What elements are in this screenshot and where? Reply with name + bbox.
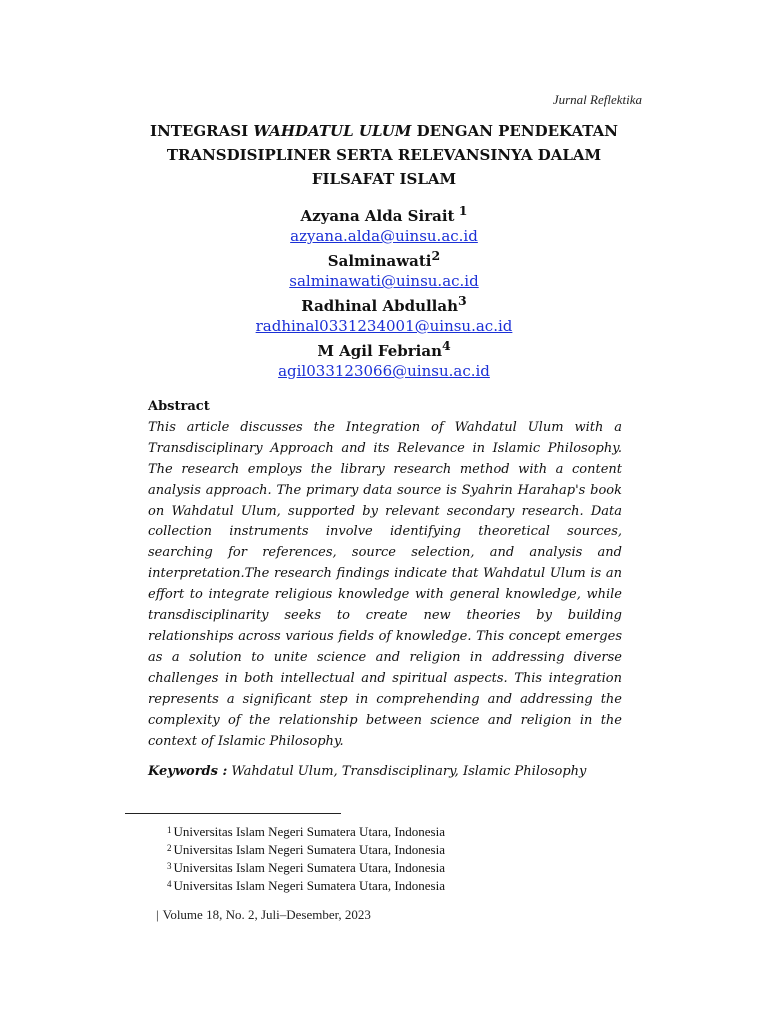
author-list [150,201,618,381]
footnote-divider [125,813,341,814]
footnote-text: Universitas Islam Negeri Sumatera Utara, Indonesia [173,842,445,857]
keywords-line [148,764,622,779]
title-part-2: WAHDATUL ULUM [253,122,412,140]
footnote-item [167,858,445,876]
title-part-1: INTEGRASI [150,122,254,140]
journal-name: Jurnal Reflektika [552,92,642,107]
footnote-item [167,840,445,858]
author-name: Azyana Alda Sirait $^1$ [300,203,468,225]
abstract-body: This article discusses the Integration of Wahdatul Ulum with a Transdisciplinary Approach and its Relevance in Islamic Philosophy. The research employs the library research method with a content analysis approach. The primary data source is Syahrin Harahap's book on Wahdatul Ulum, supported by relevant secondary research. Data collection instruments involve identifying theoretical sources, searching for references, source selection, and analysis and interpretation.The research findings indicate that Wahdatul Ulum is an effort to integrate religious knowledge with general knowledge, while transdisciplinarity seeks to create new theories by building relationships across various fields of knowledge. This concept emerges as a solution to unite science and religion in addressing diverse challenges in both intellectual and spiritual aspects. This integration represents a significant step in comprehending and addressing the complexity of the relationship between science and religion in the context of Islamic Philosophy. [148,419,622,749]
footnote-text: Universitas Islam Negeri Sumatera Utara, Indonesia [173,860,445,875]
author-email-link[interactable]: salminawati@uinsu.ac.id [289,272,479,290]
author-email-link[interactable]: agil033123066@uinsu.ac.id [278,362,490,380]
author-email-link[interactable]: azyana.alda@uinsu.ac.id [290,227,478,245]
article-title [150,119,618,191]
author-name: Salminawati$^2$ [327,248,441,270]
footnote-number: 4 [167,879,172,889]
footnote-item [167,876,445,894]
footnote-item [167,822,445,840]
volume-info: Volume 18, No. 2, Juli–Desember, 2023 [162,907,371,922]
footnote-number: 1 [167,825,172,835]
abstract-section [148,397,622,752]
footnote-list [167,822,445,894]
author-mark: 3 [458,293,467,308]
author-email-link[interactable]: radhinal0331234001@uinsu.ac.id [255,317,513,335]
author-name: Radhinal Abdullah$^3$ [301,293,467,315]
page-footer [156,907,371,923]
footnote-text: Universitas Islam Negeri Sumatera Utara, Indonesia [173,824,445,839]
footnote-text: Universitas Islam Negeri Sumatera Utara, Indonesia [173,878,445,893]
abstract-heading: Abstract [148,399,210,414]
keywords-label: Keywords : [148,764,228,779]
keywords-text: Wahdatul Ulum, Transdisciplinary, Islamic Philosophy [227,764,587,779]
author-mark: 2 [431,248,441,263]
author-name: M Agil Febrian$^4$ [317,338,451,360]
footer-divider: | [156,907,159,922]
author-mark: 4 [441,338,451,353]
footnote-number: 2 [167,843,172,853]
title-part-3: DENGAN PENDEKATAN TRANSDISIPLINER SERTA RELEVANSINYA DALAM FILSAFAT ISLAM [166,122,618,188]
footnote-number: 3 [167,861,172,871]
author-mark: 1 [454,203,468,218]
